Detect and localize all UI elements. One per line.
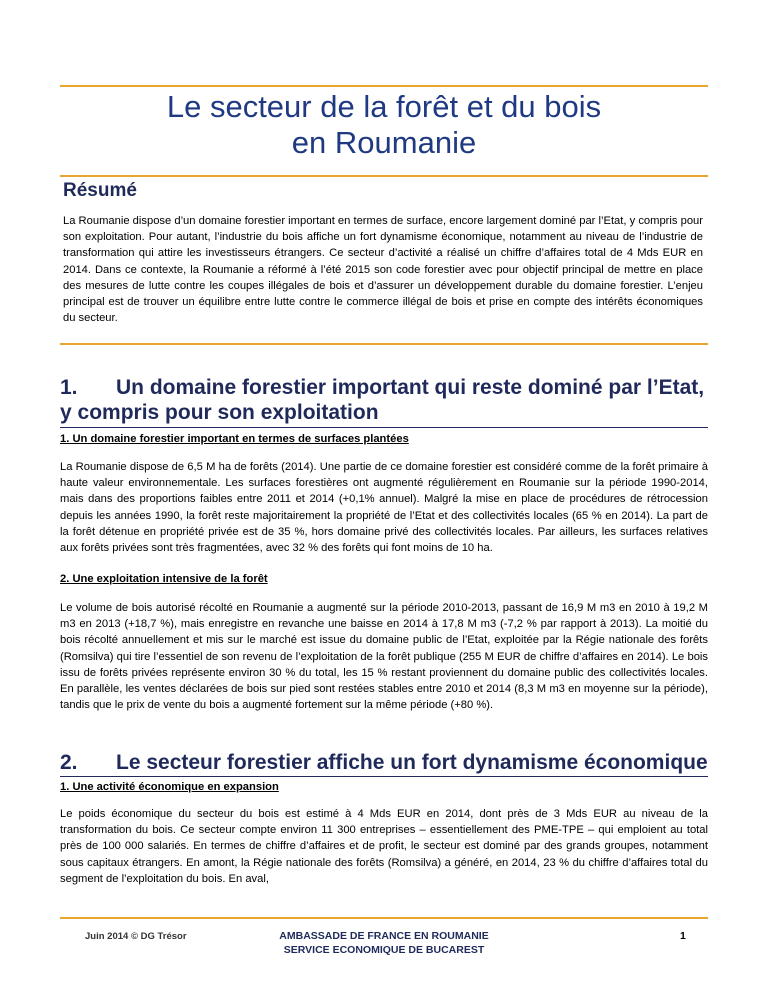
footer-line-2: SERVICE ECONOMIQUE DE BUCAREST xyxy=(283,944,485,956)
title-line-1: Le secteur de la forêt et du bois xyxy=(166,89,602,124)
title-line-2: en Roumanie xyxy=(291,125,477,160)
resume-heading: Résumé xyxy=(63,180,137,201)
section-1-title-line-1: Un domaine forestier important qui reste dominé par l’Etat, xyxy=(116,376,705,399)
section-1-sub-2-text: Le volume de bois autorisé récolté en Roumanie a augmenté sur la période 2010-2013, passant de 16,9 M m3 en 2010 à 19,2 M m3 en 2013 (+18,7 %), mais enregistre en revanche une baisse en 2014 à 17,8 M m3 (-7,2 % par rapport à 2013). La moitié du bois récolté annuellement et mis sur le marché est issue du domaine public de l’Etat, exploitée par la Régie nationale des forêts (Romsilva) qui tire l’essentiel de son revenu de l’exploitation de la forêt publique (255 M EUR de chiffre d’affaires en 2014). Le bois issu de forêts privées représente environ 30 % du total, les 15 % restant proviennent du domaine public des collectivités locales. En parallèle, les ventes déclarées de bois sur pied sont restées stables entre 2010 et 2014 (8,3 M m3 en moyenne sur la période), tandis que le prix de vente du bois a augmenté fortement sur la même période (+80 %). xyxy=(60,602,708,712)
section-2-number: 2. xyxy=(60,751,78,774)
resume-text: La Roumanie dispose d’un domaine forestier important en termes de surface, encore largement dominé par l’Etat, y compris pour son exploitation. Pour autant, l’industrie du bois affiche un fort dynamisme économique, notamment au niveau de l’industrie de transformation qui attire les investisseurs étrangers. Ce secteur d’activité a réalisé un chiffre d’affaires total de 4 Mds EUR en 2014. Dans ce contexte, la Roumanie a réformé à l’été 2015 son code forestier avec pour objectif principal de mettre en place des mesures de lutte contre les coupes illégales de bois et d’assurer un développement durable du domaine forestier. L’enjeu principal est de trouver un équilibre entre lutte contre le commerce illégal de bois et prise en compte des intérêts économiques du secteur. xyxy=(63,215,703,325)
page-number: 1 xyxy=(680,930,686,942)
section-1-number: 1. xyxy=(60,376,78,399)
section-1-sub-1-text: La Roumanie dispose de 6,5 M ha de forêts (2014). Une partie de ce domaine forestier est considéré comme de la forêt primaire à haute valeur environnementale. Les surfaces forestières ont augmenté régulièrement en Roumanie sur la période 1990-2014, mais dans des proportions faibles entre 2011 et 2014 (+0,1% annuel). Malgré la mise en place de procédures de rétrocession depuis les années 1990, la forêt reste majoritairement la propriété de l’Etat et des collectivités locales (65 % en 2014). La part de la forêt détenue en propriété privée est de 35 %, hors domaine privé des collectivités locales. Par ailleurs, les surfaces relatives aux forêts privées sont très fragmentées, avec 32 % des forêts qui font moins de 10 ha. xyxy=(60,461,708,555)
top-rule xyxy=(60,85,708,87)
section-2-rule xyxy=(60,776,708,777)
section-1-rule xyxy=(60,427,708,428)
section-2-sub-1-text: Le poids économique du secteur du bois est estimé à 4 Mds EUR en 2014, dont près de 3 Mds EUR au niveau de la transformation du bois. Ce secteur compte environ 11 300 entreprises – essentiellement des PME-TPE – qui emploient au total près de 100 000 salariés. En termes de chiffre d’affaires et de profit, le secteur est dominé par des grands groupes, notamment sous capitaux étrangers. En amont, la Régie nationale des forêts (Romsilva) a généré, en 2014, 23 % du chiffre d’affaires total du segment de l’exploitation du bois. En aval, xyxy=(60,808,708,885)
document-title xyxy=(60,89,708,161)
section-2-heading xyxy=(60,750,710,775)
section-2-title: Le secteur forestier affiche un fort dynamisme économique xyxy=(116,751,708,774)
section-1-title-line-2: y compris pour son exploitation xyxy=(60,401,379,424)
footer-organisation xyxy=(200,929,568,957)
section-1-heading xyxy=(60,375,710,425)
footer-date: Juin 2014 © DG Trésor xyxy=(85,931,187,942)
footer-rule xyxy=(60,917,708,919)
resume-box xyxy=(60,175,708,345)
section-1-sub-2-heading: 2. Une exploitation intensive de la forêt xyxy=(60,573,268,585)
footer-line-1: AMBASSADE DE FRANCE EN ROUMANIE xyxy=(279,930,489,942)
section-1-sub-1-heading: 1. Un domaine forestier important en termes de surfaces plantées xyxy=(60,433,409,445)
section-2-sub-1-heading: 1. Une activité économique en expansion xyxy=(60,781,279,793)
